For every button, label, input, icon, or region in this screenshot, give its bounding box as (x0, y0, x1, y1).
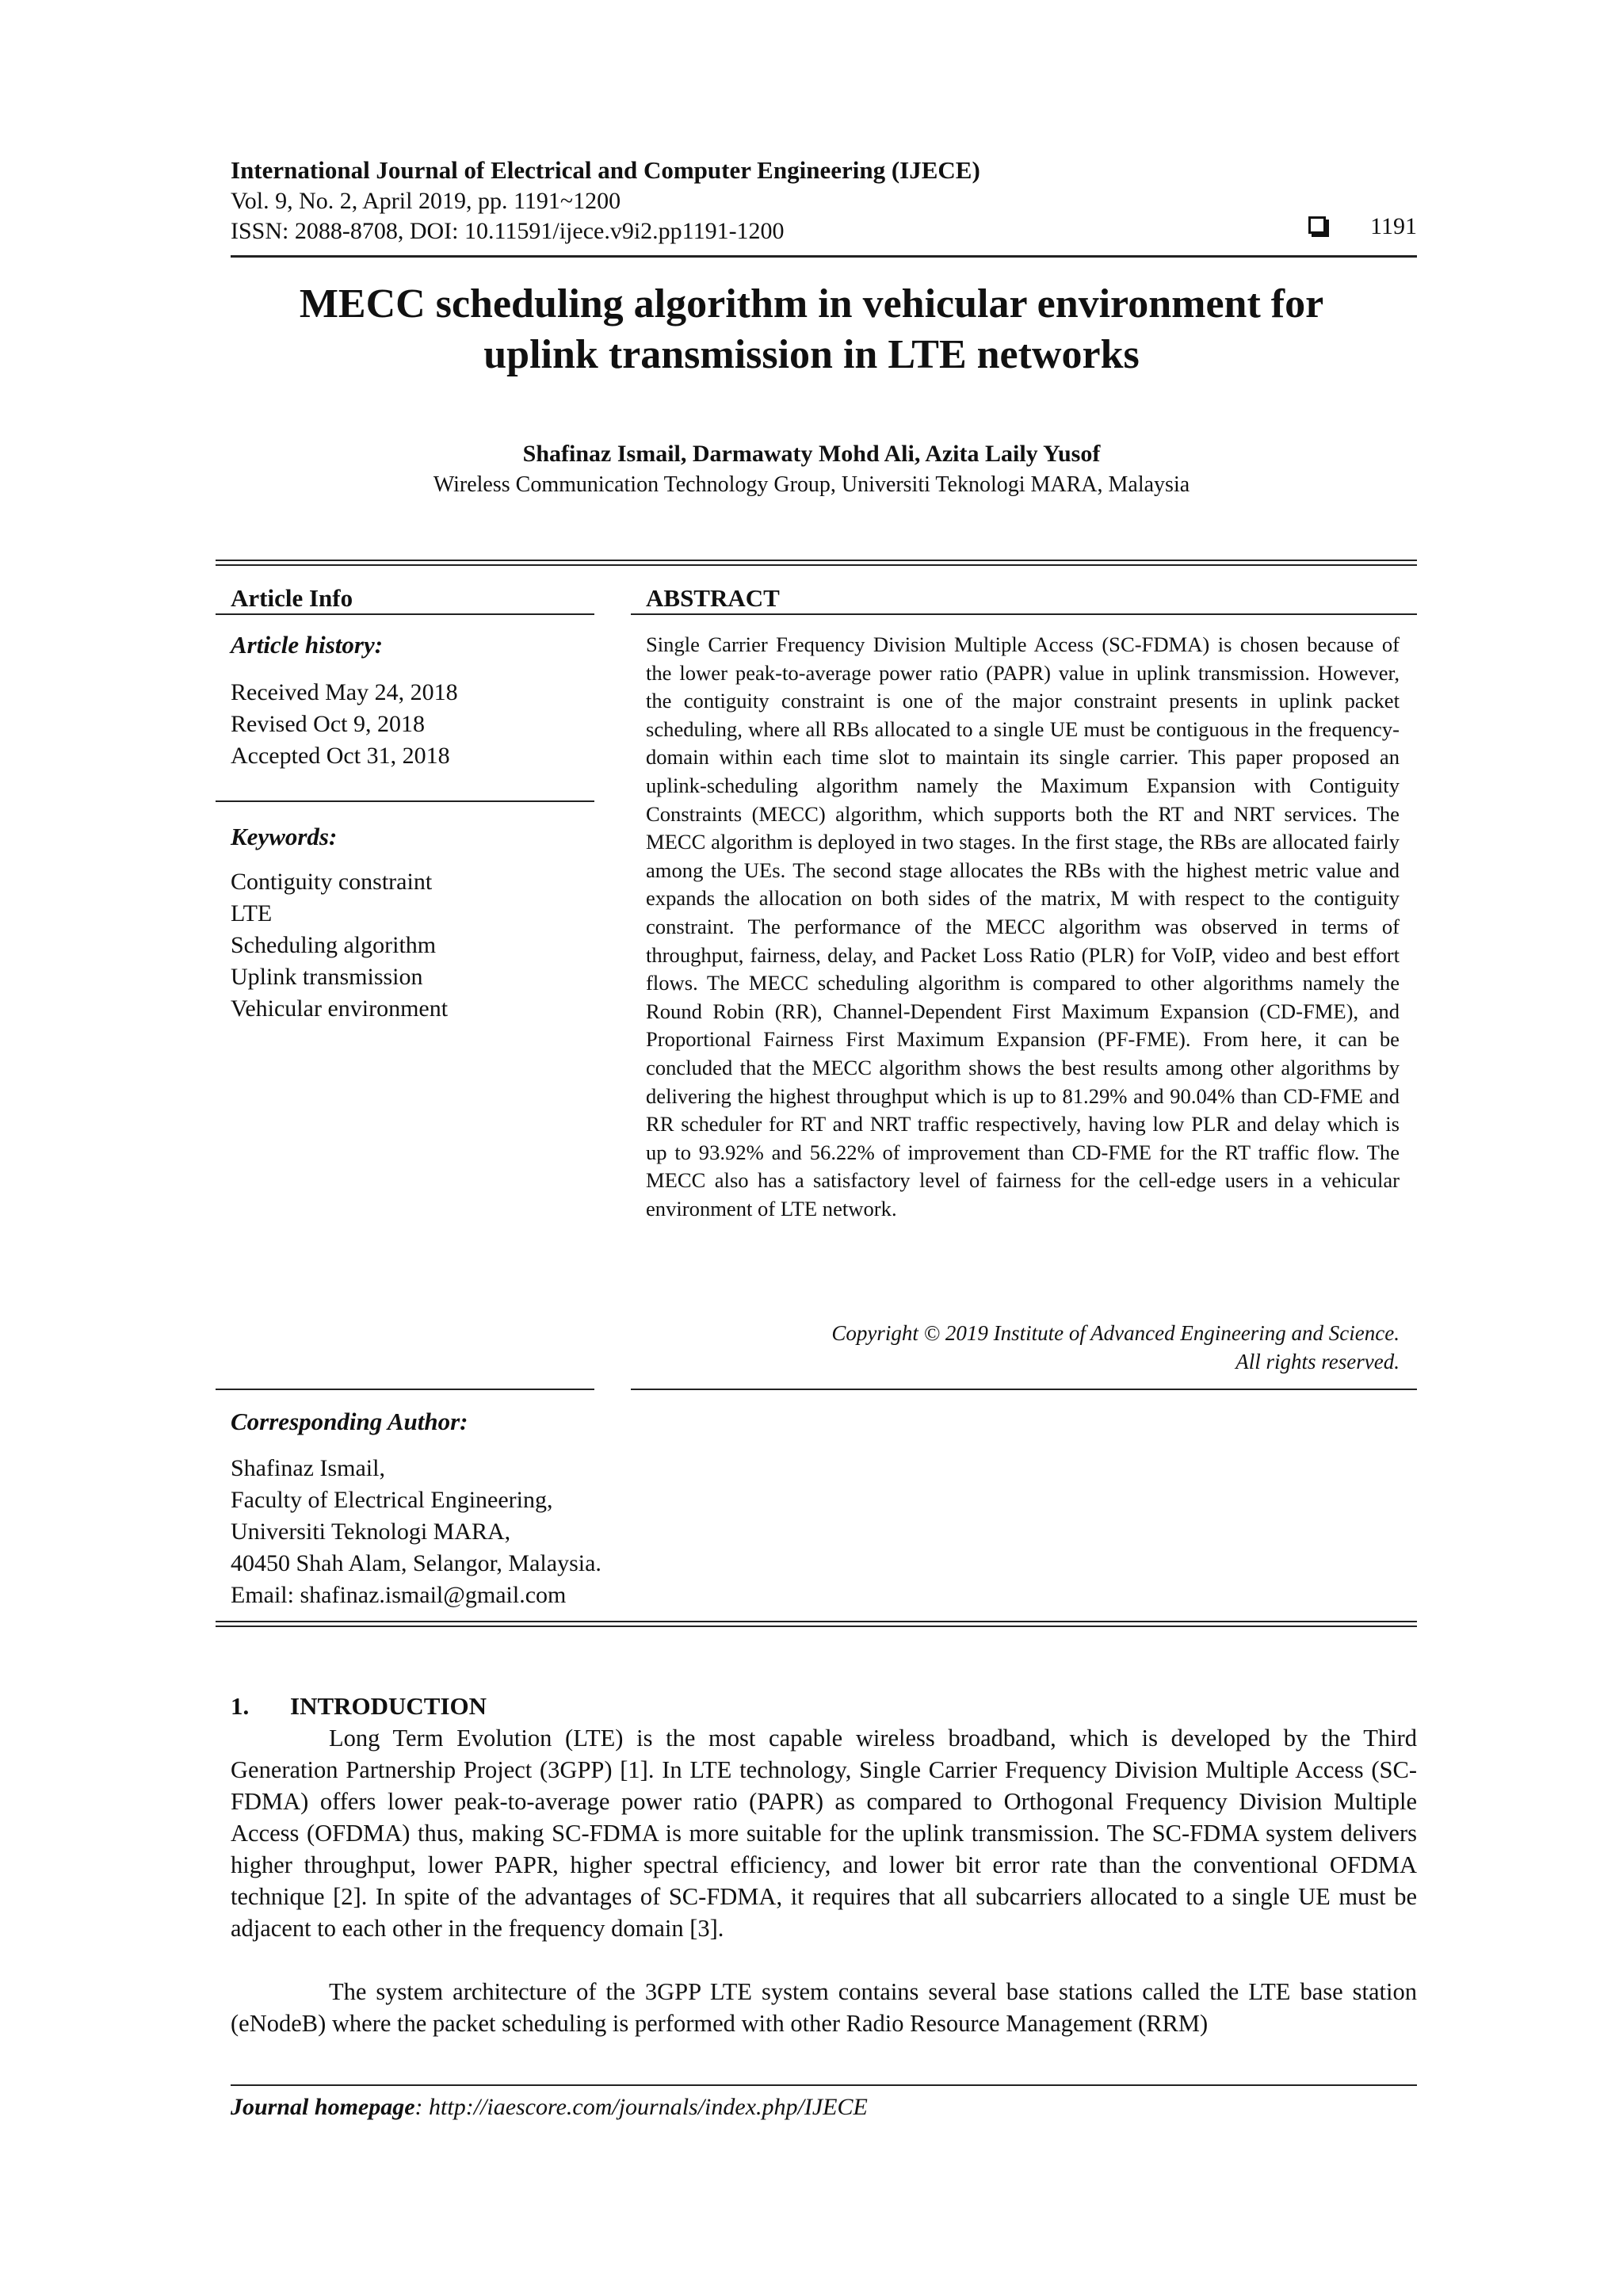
issn-doi: ISSN: 2088-8708, DOI: 10.11591/ijece.v9i2.pp1191-1200 (231, 218, 785, 244)
volume-info: Vol. 9, No. 2, April 2019, pp. 1191~1200 (231, 188, 621, 214)
author-email[interactable]: Email: shafinaz.ismail@gmail.com (231, 1582, 567, 1608)
author-university: Universiti Teknologi MARA, (231, 1519, 511, 1545)
title-line-1: MECC scheduling algorithm in vehicular environment for (299, 281, 1324, 327)
authors: Shafinaz Ismail, Darmawaty Mohd Ali, Azita Laily Yusof (522, 441, 1101, 467)
homepage-label: Journal homepage (231, 2094, 415, 2120)
author-name: Shafinaz Ismail, (231, 1455, 385, 1481)
introduction-heading (231, 1692, 487, 1721)
keywords-list (231, 866, 448, 1025)
affiliation: Wireless Communication Technology Group, Universiti Teknologi MARA, Malaysia (433, 472, 1190, 497)
square-box-icon (1308, 216, 1326, 234)
history-received: Received May 24, 2018 (231, 679, 458, 705)
keywords-heading: Keywords: (231, 823, 338, 850)
article-info-rule (216, 613, 594, 615)
section-number: 1. (231, 1692, 250, 1720)
homepage-link[interactable]: http://iaescore.com/journals/index.php/IJECE (429, 2094, 868, 2120)
history-revised: Revised Oct 9, 2018 (231, 711, 425, 737)
info-top-rule-2 (216, 564, 1417, 566)
page-number: 1191 (1370, 213, 1417, 239)
info-top-rule-1 (216, 560, 1417, 561)
article-info-heading: Article Info (231, 584, 353, 612)
article-info-bottom-rule (216, 1389, 594, 1390)
author-address: 40450 Shah Alam, Selangor, Malaysia. (231, 1550, 601, 1576)
history-accepted: Accepted Oct 31, 2018 (231, 743, 450, 769)
intro-paragraph-1: Long Term Evolution (LTE) is the most capable wireless broadband, which is developed by the Third Generation Partnership Project (3GPP) [1]. In LTE technology, Single Carrier Frequency Division Multiple Access (SC-FDMA) offers lower peak-to-average power ratio (PAPR) as compared to Orthogonal Frequency Division Multiple Access (OFDMA) thus, making SC-FDMA is more suitable for the uplink transmission. The SC-FDMA system delivers higher throughput, lower PAPR, higher spectral efficiency, and lower bit error rate than the conventional OFDMA technique [2]. In spite of the advantages of SC-FDMA, it requires that all subcarriers allocated to a single UE must be adjacent to each other in the frequency domain [3]. (231, 1725, 1417, 1942)
title-line-2: uplink transmission in LTE networks (483, 332, 1140, 377)
corresponding-author-details (231, 1453, 601, 1611)
info-bottom-rule-2 (216, 1626, 1417, 1627)
article-history-heading: Article history: (231, 631, 384, 659)
abstract-text: Single Carrier Frequency Division Multiple Access (SC-FDMA) is chosen because of the lower peak-to-average power ratio (PAPR) value in uplink transmission. However, the contiguity constraint is one of the major constraint presents in uplink packet scheduling, where all RBs allocated to a single UE must be contiguous in the frequency-domain within each time slot to maintain its single carrier. This paper proposed an uplink-scheduling algorithm namely the Maximum Expansion with Contiguity Constraints (MECC) algorithm, which supports both the RT and NRT services. The MECC algorithm is deployed in two stages. In the first stage, the RBs are allocated fairly among the UEs. The second stage allocates the RBs with the highest metric value and expands the allocation on both sides of the matrix, M with respect to the contiguity constraint. The performance of the MECC algorithm was observed in terms of throughput, fairness, delay, and Packet Loss Ratio (PLR) for VoIP, video and best effort flows. The MECC scheduling algorithm is compared to other algorithms namely the Round Robin (RR), Channel-Dependent First Maximum Expansion (CD-FME), and Proportional Fairness First Maximum Expansion (PF-FME). From here, it can be concluded that the MECC algorithm shows the best results among other algorithms by delivering the highest throughput which is up to 81.29% and 90.04% than CD-FME and RR scheduler for RT and NRT traffic respectively, having low PLR and delay which is up to 93.92% and 56.22% of improvement than CD-FME for the RT traffic flow. The MECC also has a satisfactory level of fairness for the cell-edge users in a vehicular environment of LTE network. (646, 632, 1400, 1221)
section-title: INTRODUCTION (290, 1692, 487, 1720)
intro-paragraph-2: The system architecture of the 3GPP LTE system contains several base stations called the LTE base station (eNodeB) where the packet scheduling is performed with other Radio Resource Management (RRM) (231, 1978, 1417, 2037)
abstract-bottom-rule (631, 1389, 1417, 1390)
copyright-line-2: All rights reserved. (1235, 1350, 1400, 1373)
abstract-rule (631, 613, 1417, 615)
article-history-list (231, 677, 458, 772)
header-rule (231, 255, 1417, 258)
abstract-heading: ABSTRACT (646, 584, 780, 612)
info-bottom-rule-1 (216, 1621, 1417, 1622)
copyright-line-1: Copyright © 2019 Institute of Advanced Engineering and Science. (831, 1321, 1400, 1345)
keyword-item: Contiguity constraint (231, 869, 433, 895)
journal-homepage (231, 2094, 868, 2121)
homepage-separator: : (414, 2094, 430, 2120)
journal-name: International Journal of Electrical and Computer Engineering (IJECE) (231, 156, 980, 184)
keyword-item: Vehicular environment (231, 995, 449, 1022)
author-faculty: Faculty of Electrical Engineering, (231, 1487, 553, 1513)
keyword-item: LTE (231, 900, 273, 926)
keyword-item: Scheduling algorithm (231, 932, 437, 958)
footer-rule (231, 2084, 1417, 2086)
copyright (646, 1319, 1400, 1376)
corresponding-author-heading: Corresponding Author: (231, 1408, 468, 1435)
history-rule (216, 800, 594, 802)
keyword-item: Uplink transmission (231, 964, 423, 990)
paper-title (190, 279, 1433, 380)
